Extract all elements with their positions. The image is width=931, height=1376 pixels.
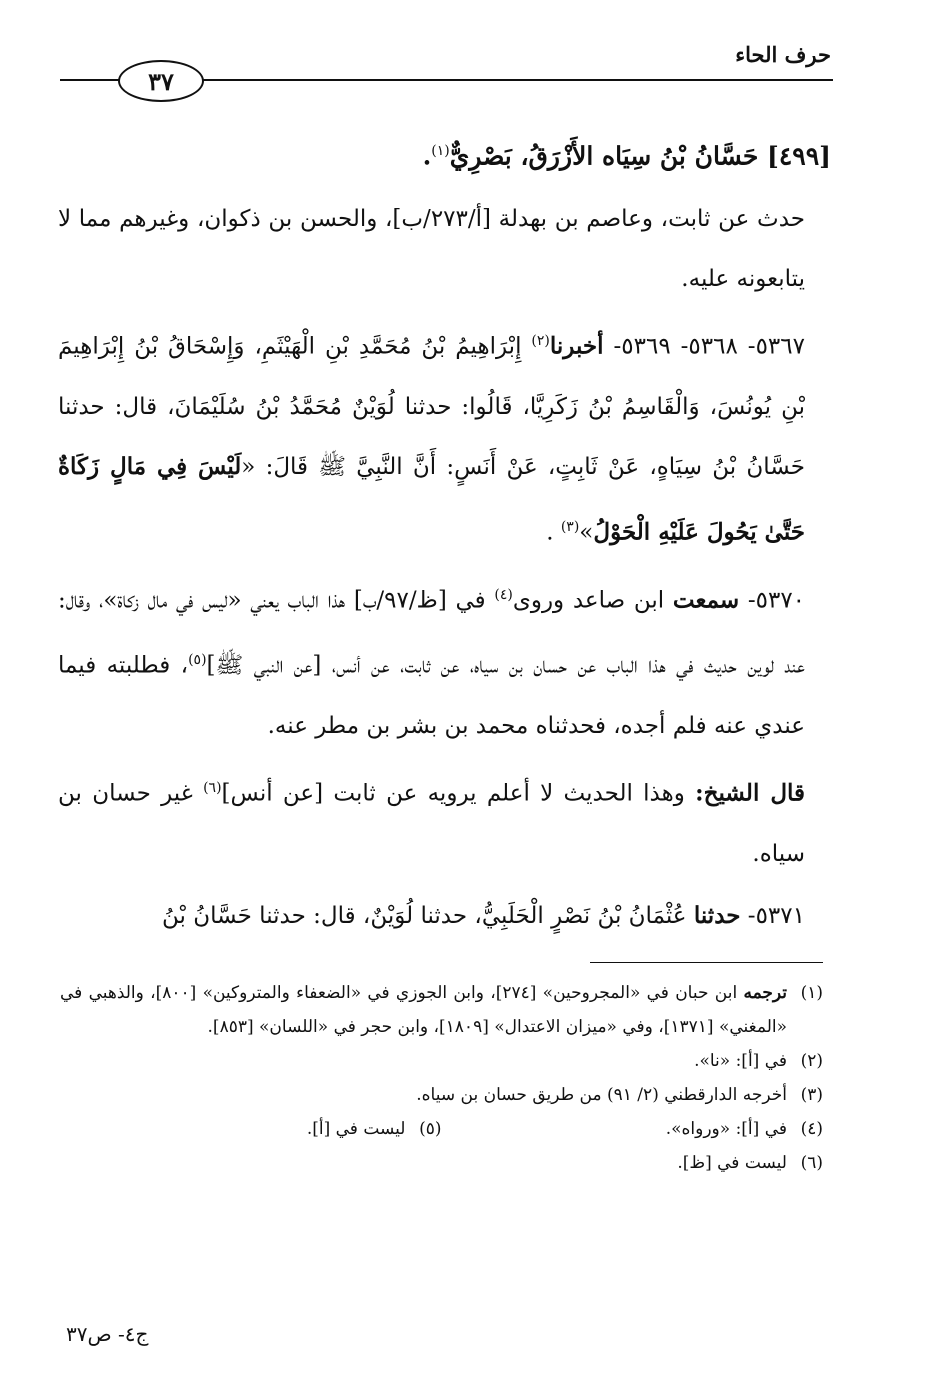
footnote-text: أخرجه الدارقطني (٢/ ٩١) من طريق حسان بن سياه. [416,1085,787,1105]
hadith-number: ٥٣٧٠- [747,587,806,614]
footnote-number: (٦) [800,1153,823,1173]
footnote-mark: (٥) [188,652,207,669]
footnote-mark: (٤) [494,586,513,603]
footnote-row-4-5 [60,1112,823,1146]
quote-close: » [579,519,594,546]
footnote-mark: (٣) [560,518,580,535]
footnote-4 [442,1112,824,1146]
paragraph-1: حدث عن ثابت، وعاصم بن بهدلة [أ/٢٧٣/ب]، والحسن بن ذكوان، وغيرهم مما لا يتابعونه عليه. [58,206,805,293]
lead-word: سمعت [672,586,740,614]
footnotes [60,976,823,1180]
footnote-text: ليست في [ظ]. [677,1153,787,1173]
hadith-text: لَيْسَ فِي مَالٍ زَكَاةٌ حَتَّىٰ يَحُولَ عَلَيْهِ الْحَوْلُ [58,452,805,546]
entry-title-text: [٤٩٩] حَسَّانُ بْنُ سِيَاه الأَزْرَقُ، بَصْرِيٌّ [449,141,831,171]
footnote-text: في [أ]: «ورواه». [665,1119,787,1139]
footnote-mark: (٦) [203,779,222,796]
paragraph-4 [58,758,831,884]
footnote-6 [60,1146,823,1180]
paragraph-3 [58,565,831,756]
page-number-badge: ٣٧ [118,60,204,102]
footnote-1 [60,976,823,1044]
paragraph-text: وهذا الحديث لا أعلم يرويه عن ثابت [عن أنس] [221,780,685,807]
footnote-5 [60,1112,442,1146]
footnote-number: (١) [800,983,823,1003]
entry-title-end: . [422,141,432,171]
isnad-text: إِبْرَاهِيمُ بْنُ مُحَمَّدِ بْنِ الْهَيْثَمِ، وَإِسْحَاقُ بْنُ إِبْرَاهِيمَ بْنِ يُونُسَ، وَالْقَاسِمُ بْنُ زَكَرِيَّا، قَالُوا: حدثنا لُوَيْنٌ مُحَمَّدُ بْنُ سُلَيْمَانَ، قال: حدثنا حَسَّانُ بْنُ سِيَاهٍ، عَنْ ثَابِتٍ، عَنْ أَنَسٍ: أَنَّ النَّبِيَّ ﷺ قَالَ: « [58,333,805,480]
entry-title [58,122,831,185]
paragraph-2 [58,311,831,562]
footnote-text: في [أ]: «نا». [694,1051,787,1071]
paragraph-text: في [ظ/٩٧/ب] هذا الباب يعني «ليس في مال زكاة»، وقال: عند لوين حديث في هذا الباب عن حسان بن سياه، عن ثابت، عن أنس، [عن النبي ﷺ] [58,587,805,679]
footnote-number: (٢) [800,1051,823,1071]
footnote-number: (٣) [800,1085,823,1105]
lead-word: حدثنا [693,901,741,929]
footnote-text: ابن حبان في «المجروحين» [٢٧٤]، وابن الجوزي في «الضعفاء والمتروكين» [٨٠٠]، والذهبي في «المغني» [١٣٧١]، وفي «ميزان الاعتدال» [١٨٠٩]، وابن حجر في «اللسان» [٨٥٣]. [60,983,787,1037]
footnote-2 [60,1044,823,1078]
paragraph-text: ابن صاعد وروى [512,587,665,614]
footnote-mark: (١) [431,143,450,159]
footnote-text: ليست في [أ]. [306,1119,406,1139]
footnote-lead: ترجمه [743,983,788,1003]
lead-word: أخبرنا [549,332,604,360]
footnote-rule [590,962,823,963]
paragraph-text: ، فطلبته فيما عندي عنه فلم أجده، فحدثناه محمد بن بشر بن مطر عنه. [58,652,805,739]
lead-word: قال الشيخ: [695,779,806,807]
footnote-number: (٤) [800,1119,823,1139]
footnote-mark: (٢) [531,333,550,350]
paragraph-5 [58,886,831,946]
footnote-number: (٥) [419,1119,442,1139]
paragraph-text: غير حسان بن سياه. [58,780,805,867]
chapter-header: حرف الحاء [735,42,831,67]
hadith-number: ٥٣٧١- [747,902,805,929]
volume-page-reference: ج٤- ص٣٧ [66,1322,149,1346]
main-text [58,122,831,946]
hadith-number: ٥٣٦٧- ٥٣٦٨- ٥٣٦٩- [613,333,805,360]
paragraph-end: . [546,519,554,546]
footnote-3 [60,1078,823,1112]
paragraph-text: عُثْمَانُ بْنُ نَصْرٍ الْحَلَبِيُّ، حدثنا لُوَيْنٌ، قال: حدثنا حَسَّانُ بْنُ [162,902,687,929]
